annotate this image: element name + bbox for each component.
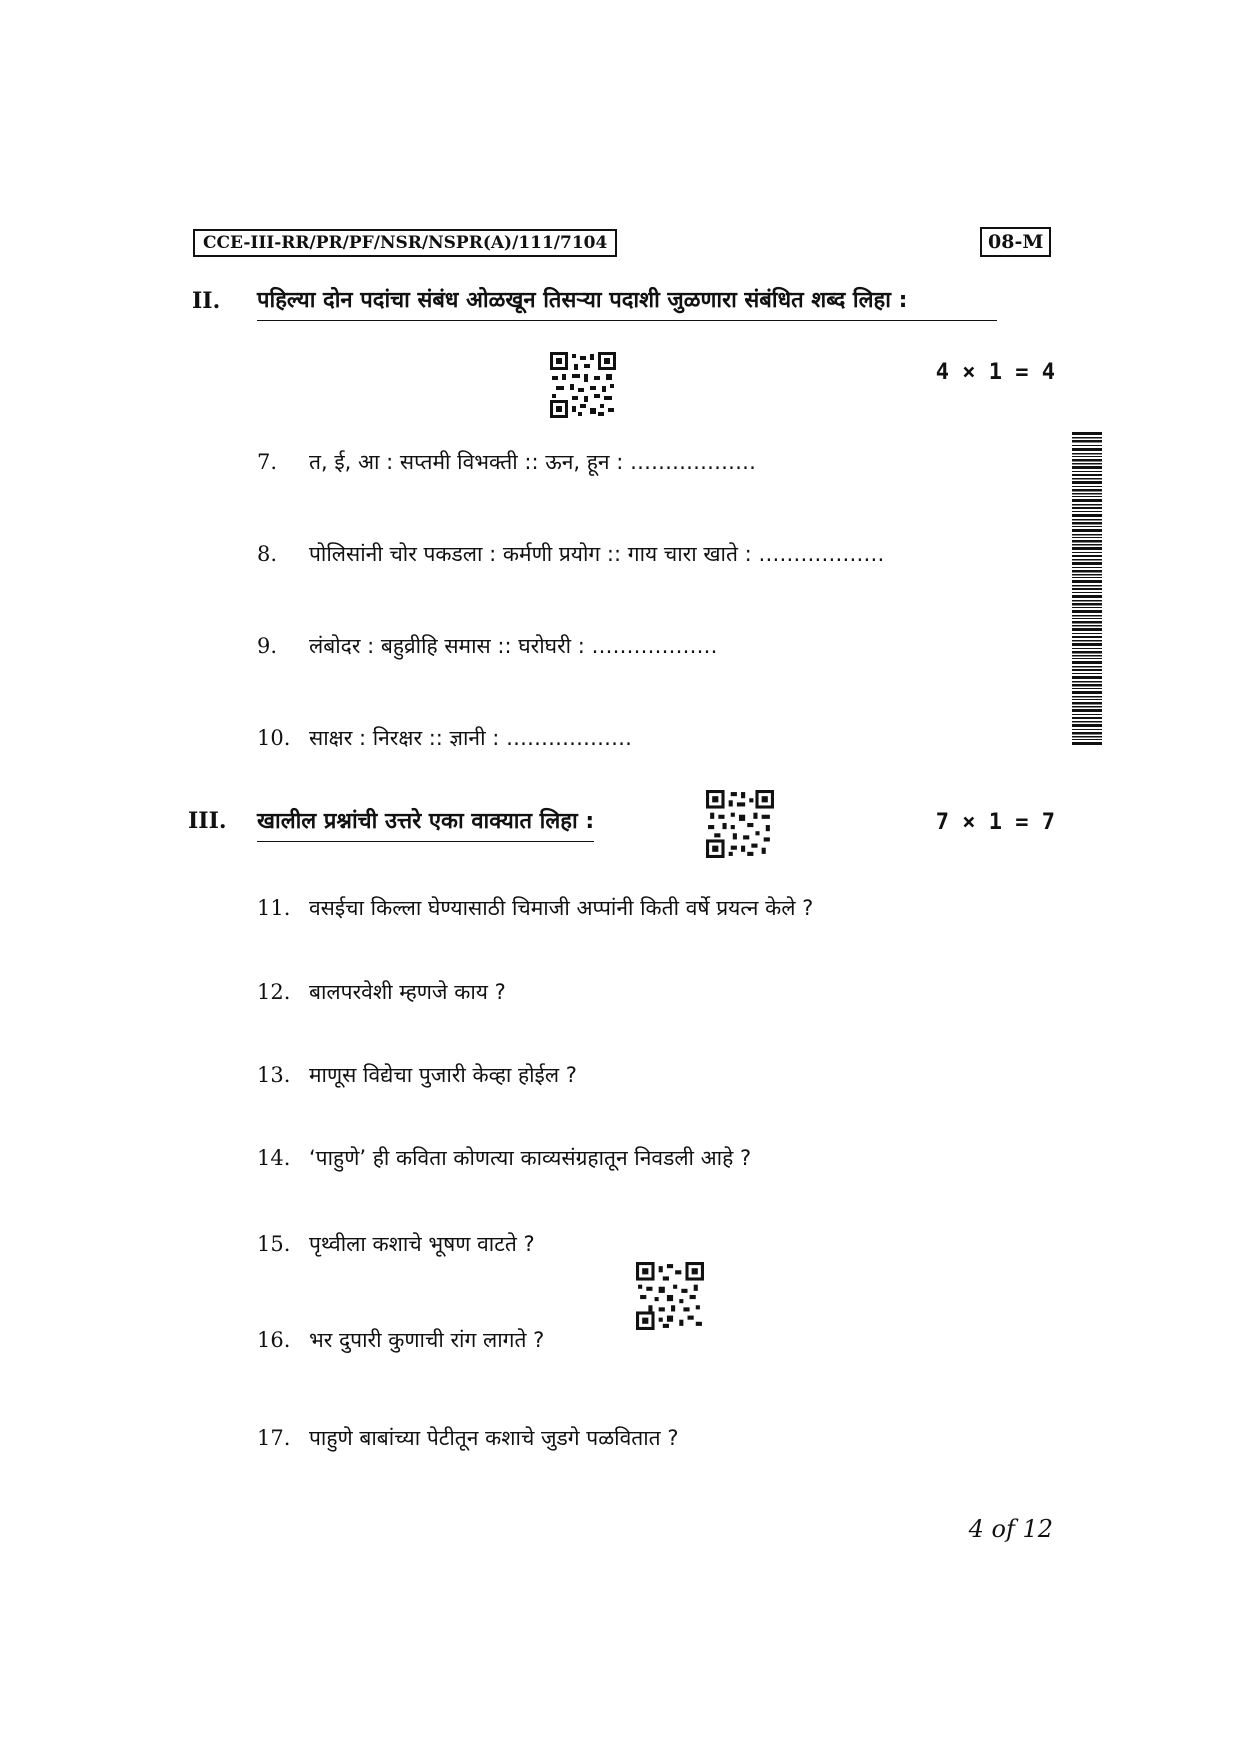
question-text: बालपरवेशी म्हणजे काय ? bbox=[309, 980, 506, 1004]
question-text: लंबोदर : बहुव्रीहि समास :: घरोघरी : ……………… bbox=[309, 634, 718, 658]
question-number: 8. bbox=[257, 542, 278, 566]
question-9 bbox=[257, 632, 718, 660]
question-17 bbox=[257, 1424, 678, 1452]
barcode-icon bbox=[1072, 432, 1102, 747]
question-text: पाहुणे बाबांच्या पेटीतून कशाचे जुडगे पळवितात ? bbox=[309, 1426, 679, 1450]
question-number: 17. bbox=[257, 1426, 291, 1450]
qr-code-icon bbox=[706, 790, 774, 858]
section-2-number: II. bbox=[192, 288, 221, 314]
section-2-marks: 4 × 1 = 4 bbox=[935, 360, 1055, 385]
qr-code-icon bbox=[550, 352, 616, 418]
question-number: 9. bbox=[257, 634, 278, 658]
question-text: माणूस विद्येचा पुजारी केव्हा होईल ? bbox=[309, 1063, 577, 1087]
question-text: पृथ्वीला कशाचे भूषण वाटते ? bbox=[309, 1232, 535, 1256]
qr-code-icon bbox=[636, 1262, 704, 1330]
question-text: भर दुपारी कुणाची रांग लागते ? bbox=[309, 1328, 545, 1352]
question-text: ‘पाहुणे’ ही कविता कोणत्या काव्यसंग्रहातून निवडली आहे ? bbox=[309, 1146, 752, 1170]
series-code: 08-M bbox=[980, 227, 1051, 257]
section-3-number: III. bbox=[188, 808, 227, 834]
question-number: 7. bbox=[257, 450, 278, 474]
question-10 bbox=[257, 724, 632, 752]
question-15 bbox=[257, 1230, 535, 1258]
question-14 bbox=[257, 1144, 751, 1172]
question-16 bbox=[257, 1326, 544, 1354]
question-number: 10. bbox=[257, 726, 291, 750]
question-7 bbox=[257, 448, 756, 476]
question-12 bbox=[257, 978, 506, 1006]
question-number: 14. bbox=[257, 1146, 291, 1170]
question-8 bbox=[257, 540, 884, 568]
paper-code: CCE-III-RR/PR/PF/NSR/NSPR(A)/111/7104 bbox=[193, 229, 617, 257]
section-3-title: खालील प्रश्नांची उत्तरे एका वाक्यात लिहा : bbox=[257, 805, 594, 842]
question-text: त, ई, आ : सप्तमी विभक्ती :: ऊन, हून : ……………… bbox=[309, 450, 756, 474]
question-text: साक्षर : निरक्षर :: ज्ञानी : ……………… bbox=[309, 726, 632, 750]
question-number: 12. bbox=[257, 980, 291, 1004]
question-number: 16. bbox=[257, 1328, 291, 1352]
question-number: 11. bbox=[257, 896, 291, 920]
question-number: 15. bbox=[257, 1232, 291, 1256]
question-11 bbox=[257, 894, 813, 922]
section-3-marks: 7 × 1 = 7 bbox=[935, 810, 1055, 835]
question-number: 13. bbox=[257, 1063, 291, 1087]
question-13 bbox=[257, 1061, 577, 1089]
page-number: 4 of 12 bbox=[968, 1515, 1053, 1543]
section-2-title: पहिल्या दोन पदांचा संबंध ओळखून तिसऱ्या पदाशी जुळणारा संबंधित शब्द लिहा : bbox=[257, 284, 997, 321]
question-text: वसईचा किल्ला घेण्यासाठी चिमाजी अप्पांनी किती वर्षे प्रयत्न केले ? bbox=[309, 896, 814, 920]
question-text: पोलिसांनी चोर पकडला : कर्मणी प्रयोग :: गाय चारा खाते : ……………… bbox=[309, 542, 885, 566]
